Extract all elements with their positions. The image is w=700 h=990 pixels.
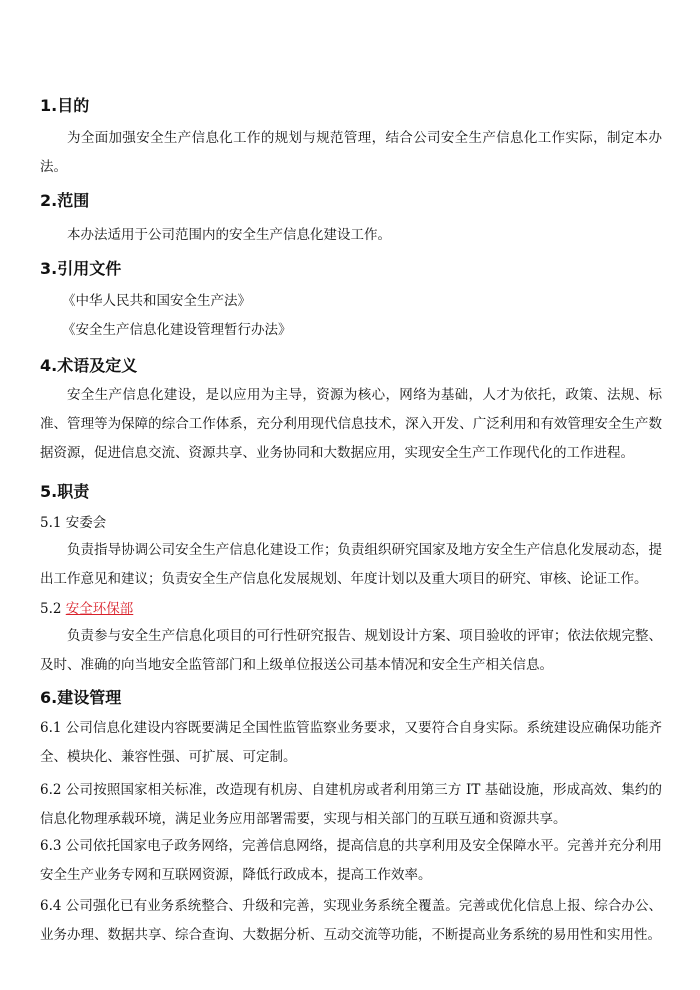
section-heading-purpose: 1.目的 — [40, 96, 90, 115]
safety-committee-paragraph: 负责指导协调公司安全生产信息化建设工作；负责组织研究国家及地方安全生产信息化发展动态，提出工作意见和建议；负责安全生产信息化发展规划、年度计划以及重大项目的研究、审核、论证工作。 — [40, 542, 662, 587]
subsection-safety-env-dept — [40, 599, 133, 619]
safety-env-dept-paragraph: 负责参与安全生产信息化项目的可行性研究报告、规划设计方案、项目验收的评审；依法依规完整、及时、准确的向当地安全监管部门和上级单位报送公司基本情况和安全生产相关信息。 — [40, 628, 662, 673]
section-heading-scope: 2.范围 — [40, 191, 90, 210]
scope-paragraph: 本办法适用于公司范围内的安全生产信息化建设工作。 — [67, 227, 391, 243]
reference-item: 《安全生产信息化建设管理暂行办法》 — [62, 322, 292, 338]
subsection-safety-committee — [40, 513, 106, 533]
construction-item: 6.1 公司信息化建设内容既要满足全国性监管监察业务要求，又要符合自身实际。系统建设应确保功能齐全、模块化、兼容性强、可扩展、可定制。 — [40, 720, 662, 765]
reference-item: 《中华人民共和国安全生产法》 — [62, 293, 251, 309]
terms-paragraph: 安全生产信息化建设，是以应用为主导，资源为核心，网络为基础，人才为依托，政策、法规、标准、管理等为保障的综合工作体系，充分利用现代信息技术，深入开发、广泛利用和有效管理安全生产数据资源，促进信息交流、资源共享、业务协同和大数据应用，实现安全生产工作现代化的工作进程。 — [40, 387, 662, 461]
section-heading-construction: 6.建设管理 — [40, 688, 122, 707]
section-heading-duties: 5.职责 — [40, 482, 90, 501]
section-heading-terms: 4.术语及定义 — [40, 356, 138, 375]
safety-env-dept-link[interactable]: 安全环保部 — [65, 601, 134, 617]
subsection-number: 5.1 — [40, 515, 66, 531]
construction-item: 6.2 公司按照国家相关标准，改造现有机房、自建机房或者利用第三方 IT 基础设施，形成高效、集约的信息化物理承载环境，满足业务应用部署需要，实现与相关部门的互联互通和资源共享。 — [40, 782, 662, 827]
section-heading-references: 3.引用文件 — [40, 259, 122, 278]
construction-item: 6.4 公司强化已有业务系统整合、升级和完善，实现业务系统全覆盖。完善或优化信息上报、综合办公、业务办理、数据共享、综合查询、大数据分析、互动交流等功能，不断提高业务系统的易用性和实用性。 — [40, 898, 662, 943]
construction-item: 6.3 公司依托国家电子政务网络，完善信息网络，提高信息的共享利用及安全保障水平。完善并充分利用安全生产业务专网和互联网资源，降低行政成本，提高工作效率。 — [40, 838, 662, 883]
subsection-number: 5.2 — [40, 601, 66, 617]
subsection-title: 安委会 — [65, 515, 107, 531]
purpose-paragraph: 为全面加强安全生产信息化工作的规划与规范管理，结合公司安全生产信息化工作实际，制定本办法。 — [40, 130, 662, 175]
